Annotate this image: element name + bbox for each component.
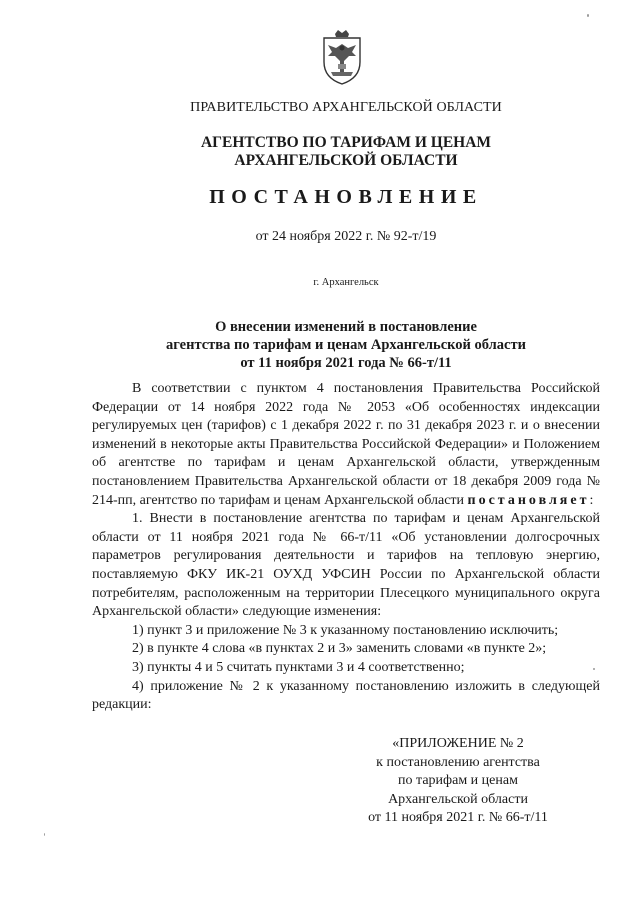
preamble-end: : <box>589 492 594 508</box>
coat-of-arms-icon <box>318 28 366 86</box>
document-body <box>92 380 600 715</box>
appendix-line: «ПРИЛОЖЕНИЕ № 2 <box>392 736 524 751</box>
document-subject <box>0 318 640 372</box>
appendix-line: от 11 ноября 2021 г. № 66-т/11 <box>368 810 548 826</box>
scan-speck <box>593 668 595 670</box>
subject-line: О внесении изменений в постановление <box>215 319 477 335</box>
appendix-line: к постановлению агентства <box>376 754 540 770</box>
government-name: ПРАВИТЕЛЬСТВО АРХАНГЕЛЬСКОЙ ОБЛАСТИ <box>190 100 502 115</box>
agency-name-line: АРХАНГЕЛЬСКОЙ ОБЛАСТИ <box>234 152 458 169</box>
appendix-line: Архангельской области <box>388 791 528 807</box>
agency-name-line: АГЕНТСТВО ПО ТАРИФАМ И ЦЕНАМ <box>200 134 492 151</box>
appendix-line: по тарифам и ценам <box>398 773 518 789</box>
scan-speck <box>587 14 589 17</box>
agency-name <box>0 134 640 170</box>
document-type: ПОСТАНОВЛЕНИЕ <box>209 186 483 208</box>
subject-line: агентства по тарифам и ценам Архангельской области <box>166 337 526 353</box>
subitem-3: 3) пункты 4 и 5 считать пунктами 3 и 4 соответственно; <box>132 659 465 675</box>
preamble-paragraph <box>92 380 600 510</box>
document-date-number: от 24 ноября 2022 г. № 92-т/19 <box>255 229 437 244</box>
document-city: г. Архангельск <box>313 277 379 288</box>
subject-line: от 11 ноября 2021 года № 66-т/11 <box>240 355 452 371</box>
subitem-2: 2) в пункте 4 слова «в пунктах 2 и 3» заменить словами «в пункте 2»; <box>132 641 547 657</box>
preamble-text: В соответствии с пунктом 4 постановления Правительства Российской Федерации от 14 ноября 2022 года № 2053 «Об особенностях индексации регулируемых цен (тарифов) с 1 декабря 2022 г. по 31 декабря 2023 г. и о внесении изменений в некоторые акты Правительства Российской Федерации» и Положением об агентстве по тарифам и ценам Архангельской области, утвержденным постановлением Правительства Архангельской области от 18 декабря 2009 года № 214-пп, агентство по тарифам и ценам Архангельской области <box>92 381 600 508</box>
item-1-paragraph: 1. Внести в постановление агентства по тарифам и ценам Архангельской области от 11 ноября 2021 года № 66-т/11 «Об установлении долгосрочных параметров регулирования деятельности и тарифов на тепловую энергию, поставляемую ФКУ ИК-21 ОУХД УФСИН России по Архангельской области потребителям, расположенным на территории Плесецкого муниципального округа Архангельской области» следующие изменения: <box>92 511 600 620</box>
subitem-4: 4) приложение № 2 к указанному постановлению изложить в следующей редакции: <box>92 678 600 713</box>
resolves-word: постановляет <box>467 492 590 508</box>
subitem-1: 1) пункт 3 и приложение № 3 к указанному постановлению исключить; <box>132 622 559 638</box>
scan-speck <box>44 833 45 836</box>
appendix-header <box>352 735 564 828</box>
